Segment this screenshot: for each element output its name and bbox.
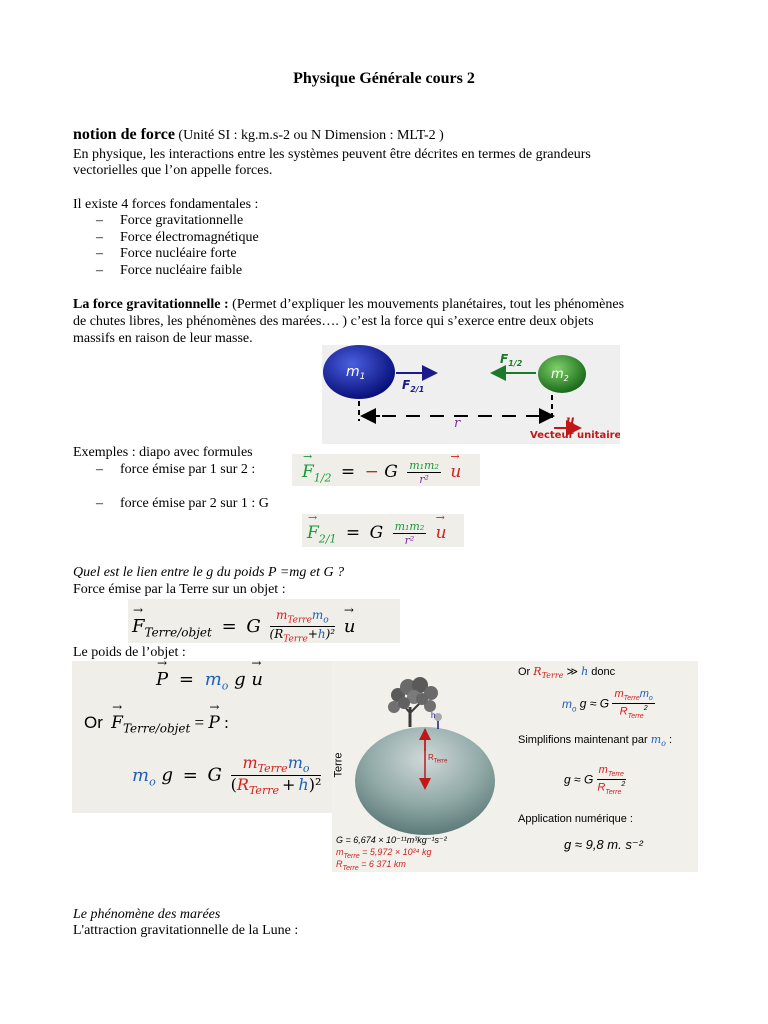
force-2-1-label: $F_{2/1}$ bbox=[402, 378, 425, 394]
forces-intro: Il existe 4 forces fondamentales : bbox=[73, 197, 259, 212]
page-title: Physique Générale cours 2 bbox=[293, 70, 475, 87]
or-r-terre-text: Or $R_{Terre}$ ≫ h donc bbox=[518, 665, 616, 681]
radius-label: $R_{Terre}$ bbox=[428, 753, 448, 765]
notion-unit: (Unité SI : kg.m.s-2 ou N Dimension : MLT-2 ) bbox=[178, 128, 444, 143]
list-item: – force émise par 1 sur 2 : bbox=[96, 462, 256, 477]
grav-heading: La force gravitationnelle : bbox=[73, 297, 229, 312]
constant-g: G = 6,674 × 10⁻¹¹m³kg⁻¹s⁻² bbox=[336, 835, 447, 845]
earth-panel bbox=[332, 661, 698, 872]
result-g: g ≈ 9,8 m. s⁻² bbox=[564, 837, 644, 852]
notion-text-1: En physique, les interactions entre les systèmes peuvent être décrites en termes de grandeurs bbox=[73, 147, 591, 162]
list-item: – Force nucléaire faible bbox=[96, 263, 243, 278]
poids-derivation-panel bbox=[72, 656, 332, 813]
two-masses-diagram bbox=[322, 345, 620, 444]
list-item: – Force nucléaire forte bbox=[96, 246, 237, 261]
distance-r-label: r bbox=[454, 416, 461, 431]
question-text: Quel est le lien entre le g du poids P =mg et G ? bbox=[73, 565, 345, 580]
grav-line-3: massifs en raison de leur masse. bbox=[73, 331, 253, 346]
grav-line-1: La force gravitationnelle : (Permet d’expliquer les mouvements planétaires, tout les phénomènes bbox=[73, 297, 625, 312]
poids-intro: Le poids de l’objet : bbox=[73, 645, 186, 660]
mass-1-label: $m_1$ bbox=[346, 364, 366, 382]
equation-f-terre-objet: → $F_{Terre/objet} = G$ $\frac{m_{Terre}m_o}{(R_{Terre}+h)^2}$ → u bbox=[128, 599, 400, 643]
mass-2-label: $m_2$ bbox=[551, 367, 569, 383]
simplify-text: Simplifions maintenant par $m_o$ : bbox=[518, 733, 673, 749]
or-equation: Or → $F_{Terre/objet}$ = → P : bbox=[84, 700, 229, 736]
height-label: h bbox=[431, 711, 436, 720]
marees-line: L'attraction gravitationnelle de la Lune : bbox=[73, 923, 299, 938]
notion-heading-line bbox=[73, 126, 444, 144]
constant-mass: $m_{Terre} = 5,972 \times 10^{24}$ kg bbox=[336, 847, 432, 860]
unit-vector-u: u bbox=[566, 413, 575, 427]
question-line: Force émise par la Terre sur un objet : bbox=[73, 582, 286, 597]
grav-line-2: de chutes libres, les phénomènes des marées…. ) c’est la force qui s’exerce entre deux objets bbox=[73, 314, 594, 329]
two-masses-svg bbox=[322, 345, 620, 444]
list-item: – Force électromagnétique bbox=[96, 230, 259, 245]
examples-intro: Exemples : diapo avec formules bbox=[73, 445, 253, 460]
application-numerique: Application numérique : bbox=[518, 813, 633, 825]
unit-vector-label: Vecteur unitaire bbox=[530, 430, 620, 441]
terre-label: Terre bbox=[332, 752, 345, 778]
equation-f21: → $F_{2/1} = G$ $\frac{\text{m₁m₂}}{\text{r²}}$ → u bbox=[302, 514, 464, 547]
poids-equation: → $P = m_o$ g → u bbox=[156, 656, 263, 693]
force-1-2-label: $F_{1/2}$ bbox=[500, 352, 523, 368]
right-equation-1: $m_o$ g ≈ G $\frac{m_{Terre}m_o}{R_{Terre}^2}$ bbox=[562, 688, 653, 721]
notion-text-2: vectorielles que l’on appelle forces. bbox=[73, 163, 273, 178]
list-item: – Force gravitationnelle bbox=[96, 213, 244, 228]
big-equation: $m_o$ g = G $\frac{m_{Terre}m_o}{(R_{Terre} + h)^2}$ bbox=[132, 753, 322, 798]
marees-heading: Le phénomène des marées bbox=[73, 907, 221, 922]
notion-heading: notion de force bbox=[73, 126, 175, 143]
right-equation-2: g ≈ G $\frac{m_{Terre}}{R_{Terre}^2}$ bbox=[564, 764, 626, 797]
equation-f12: → $F_{1/2}$ = − G $\frac{\text{m₁m₂}}{\text{r²}}$ → u bbox=[292, 454, 480, 486]
list-item: – force émise par 2 sur 1 : G bbox=[96, 496, 269, 511]
constant-radius: $R_{Terre} = 6$ 371 km bbox=[336, 859, 406, 872]
